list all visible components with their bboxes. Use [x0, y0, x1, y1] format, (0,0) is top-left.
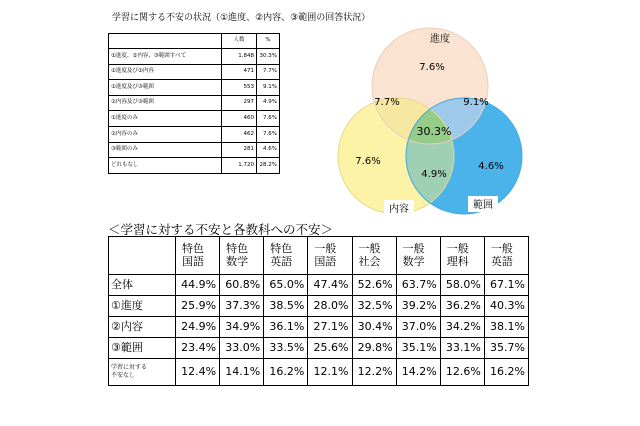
- venn-value-shindo-naiyou: 7.7%: [374, 97, 400, 108]
- value-cell: 12.4%: [176, 359, 220, 386]
- subject-anxiety-table: [108, 236, 529, 386]
- row-label: 全体: [109, 275, 176, 296]
- column-header: [440, 237, 484, 275]
- value-cell: 27.1%: [308, 317, 352, 338]
- value-cell: 25.9%: [176, 296, 220, 317]
- column-header-line: 社会: [358, 254, 381, 268]
- row-pct: 7.7%: [257, 64, 280, 80]
- row-count: 1,848: [222, 49, 257, 65]
- venn-diagram: [332, 26, 552, 216]
- value-cell: 65.0%: [264, 275, 308, 296]
- value-cell: 36.2%: [440, 296, 484, 317]
- column-header: [176, 237, 220, 275]
- column-header-line: 理科: [446, 254, 469, 268]
- row-label: ①進度及び③範囲: [109, 80, 222, 96]
- value-cell: 28.0%: [308, 296, 352, 317]
- value-cell: 12.1%: [308, 359, 352, 386]
- value-cell: 14.1%: [220, 359, 264, 386]
- header-cell: %: [257, 34, 280, 49]
- value-cell: 44.9%: [176, 275, 220, 296]
- value-cell: 30.4%: [352, 317, 396, 338]
- value-cell: 16.2%: [264, 359, 308, 386]
- value-cell: 24.9%: [176, 317, 220, 338]
- row-label: ②内容及び③範囲: [109, 95, 222, 111]
- column-header-line: 一般: [490, 241, 513, 255]
- value-cell: 33.5%: [264, 338, 308, 359]
- value-cell: 14.2%: [396, 359, 440, 386]
- value-cell: 32.5%: [352, 296, 396, 317]
- table-row: [109, 111, 280, 127]
- venn-value-shindo-hani: 9.1%: [463, 97, 489, 108]
- table-row: [109, 296, 529, 317]
- row-pct: 9.1%: [257, 80, 280, 96]
- row-pct: 7.6%: [257, 111, 280, 127]
- summary-title: 学習に関する不安の状況（①進度、②内容、③範囲の回答状況）: [112, 13, 371, 23]
- value-cell: 40.3%: [484, 296, 528, 317]
- value-cell: 38.1%: [484, 317, 528, 338]
- value-cell: 37.3%: [220, 296, 264, 317]
- row-count: 471: [222, 64, 257, 80]
- table-row: [109, 275, 529, 296]
- row-pct: 4.9%: [257, 95, 280, 111]
- column-header-line: 数学: [226, 254, 249, 268]
- subject-anxiety-title: ＜学習に対する不安と各教科への不安＞: [108, 222, 334, 237]
- column-header-line: 国語: [314, 254, 337, 268]
- value-cell: 60.8%: [220, 275, 264, 296]
- row-pct: 28.2%: [257, 158, 280, 174]
- value-cell: 35.7%: [484, 338, 528, 359]
- column-header-line: 一般: [358, 241, 381, 255]
- venn-label-hani: 範囲: [473, 200, 493, 211]
- row-pct: 7.6%: [257, 126, 280, 142]
- value-cell: 58.0%: [440, 275, 484, 296]
- row-label: ③範囲: [109, 338, 176, 359]
- venn-value-all: 30.3%: [416, 125, 452, 138]
- value-cell: 34.9%: [220, 317, 264, 338]
- table-row: [109, 64, 280, 80]
- value-cell: 25.6%: [308, 338, 352, 359]
- value-cell: 16.2%: [484, 359, 528, 386]
- table-header-row: [109, 34, 280, 49]
- value-cell: 47.4%: [308, 275, 352, 296]
- column-header: [308, 237, 352, 275]
- value-cell: 23.4%: [176, 338, 220, 359]
- summary-table: [108, 33, 280, 174]
- corner-cell: [109, 237, 176, 275]
- column-header-line: 特色: [226, 241, 249, 255]
- column-header-line: 英語: [490, 254, 513, 268]
- column-header-line: 特色: [182, 241, 204, 255]
- table-header-row: [109, 237, 529, 275]
- column-header: [484, 237, 528, 275]
- table-row: [109, 80, 280, 96]
- table-row: [109, 359, 529, 386]
- value-cell: 12.2%: [352, 359, 396, 386]
- value-cell: 33.1%: [440, 338, 484, 359]
- row-count: 281: [222, 142, 257, 158]
- column-header-line: 特色: [270, 241, 293, 255]
- value-cell: 29.8%: [352, 338, 396, 359]
- row-label: ②内容のみ: [109, 126, 222, 142]
- table-row: [109, 126, 280, 142]
- column-header: [264, 237, 308, 275]
- venn-label-shindo: 進度: [430, 34, 450, 45]
- column-header-line: 国語: [182, 254, 204, 268]
- venn-value-naiyou-hani: 4.9%: [421, 169, 447, 180]
- value-cell: 38.5%: [264, 296, 308, 317]
- value-cell: 52.6%: [352, 275, 396, 296]
- row-label: ②内容: [109, 317, 176, 338]
- value-cell: 39.2%: [396, 296, 440, 317]
- venn-label-naiyou: 内容: [389, 204, 409, 215]
- row-label: ①進度及び②内容: [109, 64, 222, 80]
- venn-value-shindo-only: 7.6%: [419, 62, 445, 73]
- row-label: ①進度、②内容、③範囲すべて: [109, 49, 222, 65]
- venn-value-naiyou-only: 7.6%: [355, 156, 381, 167]
- row-label: ①進度のみ: [109, 111, 222, 127]
- row-count: 462: [222, 126, 257, 142]
- row-count: 297: [222, 95, 257, 111]
- row-count: 553: [222, 80, 257, 96]
- table-row: [109, 317, 529, 338]
- row-pct: 4.6%: [257, 142, 280, 158]
- table-row: [109, 95, 280, 111]
- value-cell: 37.0%: [396, 317, 440, 338]
- table-row: [109, 49, 280, 65]
- value-cell: 36.1%: [264, 317, 308, 338]
- row-count: 460: [222, 111, 257, 127]
- venn-value-hani-only: 4.6%: [478, 161, 504, 172]
- table-row: [109, 142, 280, 158]
- column-header-line: 数学: [402, 254, 425, 268]
- row-label-line: 不安なし: [111, 372, 136, 379]
- table-row: [109, 338, 529, 359]
- table-row: [109, 158, 280, 174]
- value-cell: 35.1%: [396, 338, 440, 359]
- header-cell: [109, 34, 222, 49]
- column-header: [396, 237, 440, 275]
- row-label: ③範囲のみ: [109, 142, 222, 158]
- column-header: [220, 237, 264, 275]
- value-cell: 63.7%: [396, 275, 440, 296]
- header-cell: 人数: [222, 34, 257, 49]
- row-label-line: 学習に対する: [111, 364, 148, 372]
- column-header-line: 一般: [402, 241, 425, 255]
- column-header-line: 一般: [446, 241, 469, 255]
- row-label: ①進度: [109, 296, 176, 317]
- value-cell: 12.6%: [440, 359, 484, 386]
- row-label: [109, 359, 176, 386]
- column-header-line: 英語: [270, 254, 293, 268]
- row-count: 1,720: [222, 158, 257, 174]
- column-header-line: 一般: [314, 241, 337, 255]
- row-label: どれもなし: [109, 158, 222, 174]
- value-cell: 67.1%: [484, 275, 528, 296]
- value-cell: 34.2%: [440, 317, 484, 338]
- value-cell: 33.0%: [220, 338, 264, 359]
- row-pct: 30.3%: [257, 49, 280, 65]
- column-header: [352, 237, 396, 275]
